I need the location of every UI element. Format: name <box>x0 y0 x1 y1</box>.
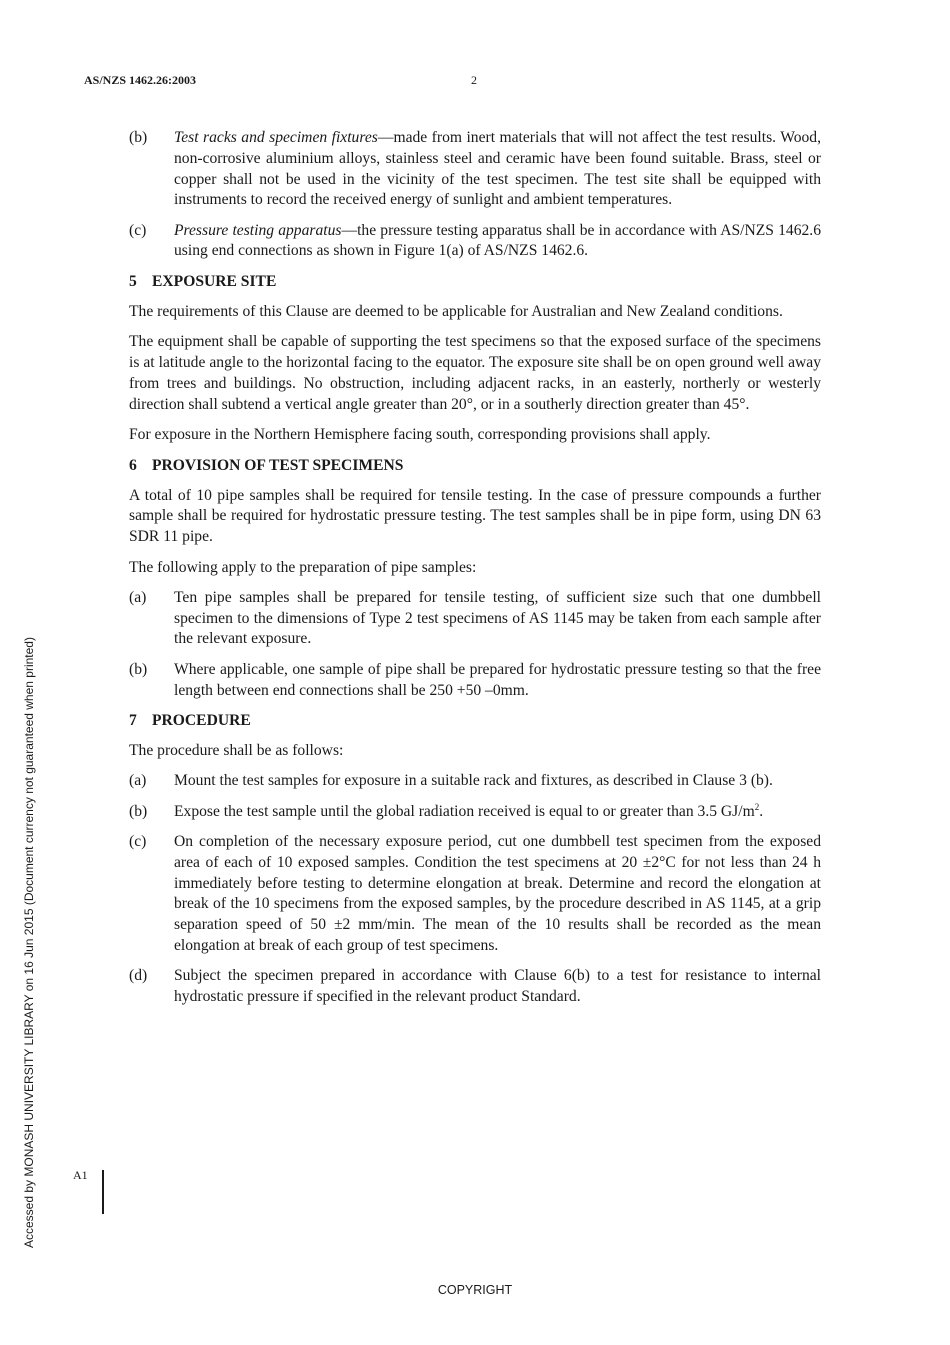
item-label: (a) <box>129 588 147 606</box>
list-item <box>129 660 821 702</box>
item-text: On completion of the necessary exposure period, cut one dumbbell test specimen from the exposed area of each of 10 exposed samples. Condition the test specimens at 20 ±2°C for not less than 24 h immediately before testing to determine elongation at break. Determine and record the elongation at break of the 10 specimens from the exposed samples, by the procedure described in AS 1145, at a grip separation speed of 50 ±2 mm/min. The mean of the 10 results shall be recorded as the mean elongation at break of each group of test specimens. <box>174 833 821 954</box>
copyright-footer: COPYRIGHT <box>437 1283 513 1297</box>
list-item <box>129 588 821 650</box>
list-item <box>129 771 821 792</box>
list-item <box>129 832 821 957</box>
item-text: Expose the test sample until the global radiation received is equal to or greater than 3.5 $GJ/m^2$. <box>174 801 764 820</box>
amendment-marker: A1 <box>73 1168 88 1182</box>
item-text: Test racks and specimen fixtures—made from inert materials that will not affect the test results. Wood, non-corrosive aluminium alloys, stainless steel and ceramic have been found suitable. Brass, steel or copper shall not be used in the vicinity of the test specimen. The test site shall be equipped with instruments to record the received energy of sunlight and ambient temperatures. <box>174 129 821 209</box>
item-title: Test racks and specimen fixtures <box>174 129 378 146</box>
page-number: 2 <box>471 73 477 87</box>
amendment-bar <box>102 1170 104 1214</box>
item-title: Pressure testing apparatus <box>174 221 342 239</box>
item-label: (d) <box>129 967 148 985</box>
item-label: (c) <box>129 833 147 851</box>
item-label: (b) <box>129 129 148 146</box>
standard-id: AS/NZS 1462.26:2003 <box>84 73 197 87</box>
list-item <box>129 802 821 823</box>
section-heading-procedure: 7 PROCEDURE <box>129 712 251 730</box>
item-text: Subject the specimen prepared in accordance with Clause 6(b) to a test for resistance to internal hydrostatic pressure if specified in the relevant product Standard. <box>174 967 821 1006</box>
paragraph: The procedure shall be as follows: <box>129 742 344 760</box>
section-heading-provision: 6 PROVISION OF TEST SPECIMENS <box>129 456 404 474</box>
section-heading-exposure-site: 5 EXPOSURE SITE <box>129 273 277 291</box>
item-text: Ten pipe samples shall be prepared for tensile testing, of sufficient size such that one dumbbell specimen to the dimensions of Type 2 test specimens of AS 1145 may be taken from each sample after the relevant exposure. <box>174 588 821 648</box>
paragraph: The requirements of this Clause are deemed to be applicable for Australian and New Zealand conditions. <box>129 303 783 321</box>
item-label: (b) <box>129 802 148 820</box>
item-label: (b) <box>129 660 148 678</box>
item-label: (c) <box>129 221 147 239</box>
list-item <box>129 128 821 211</box>
paragraph: The equipment shall be capable of supporting the test specimens so that the exposed surface of the specimens is at latitude angle to the horizontal facing to the equator. The exposure site shall be on open ground well away from trees and buildings. No obstruction, including adjacent racks, in an easterly, northerly or westerly direction shall subtend a vertical angle greater than 20°, or in a southerly direction greater than 45°. <box>129 333 821 413</box>
paragraph: The following apply to the preparation of pipe samples: <box>129 558 477 576</box>
list-item <box>129 221 821 263</box>
item-label: (a) <box>129 772 147 790</box>
paragraph: A total of 10 pipe samples shall be required for tensile testing. In the case of pressure compounds a further sample shall be required for hydrostatic pressure testing. The test samples shall be in pipe form, using DN 63 SDR 11 pipe. <box>129 486 821 546</box>
item-text: Pressure testing apparatus—the pressure testing apparatus shall be in accordance with AS/NZS 1462.6 using end connections as shown in Figure 1(a) of AS/NZS 1462.6. <box>174 221 821 260</box>
access-side-note: Accessed by MONASH UNIVERSITY LIBRARY on 16 Jun 2015 (Document currency not guaranteed when printed) <box>22 637 36 1248</box>
document-body <box>129 128 821 1017</box>
list-item <box>129 966 821 1008</box>
paragraph: For exposure in the Northern Hemisphere facing south, corresponding provisions shall apply. <box>129 426 711 444</box>
item-text: Where applicable, one sample of pipe shall be prepared for hydrostatic pressure testing so that the free length between end connections shall be 250 +50 –0mm. <box>174 660 821 699</box>
item-text: Mount the test samples for exposure in a suitable rack and fixtures, as described in Clause 3 (b). <box>174 772 773 790</box>
